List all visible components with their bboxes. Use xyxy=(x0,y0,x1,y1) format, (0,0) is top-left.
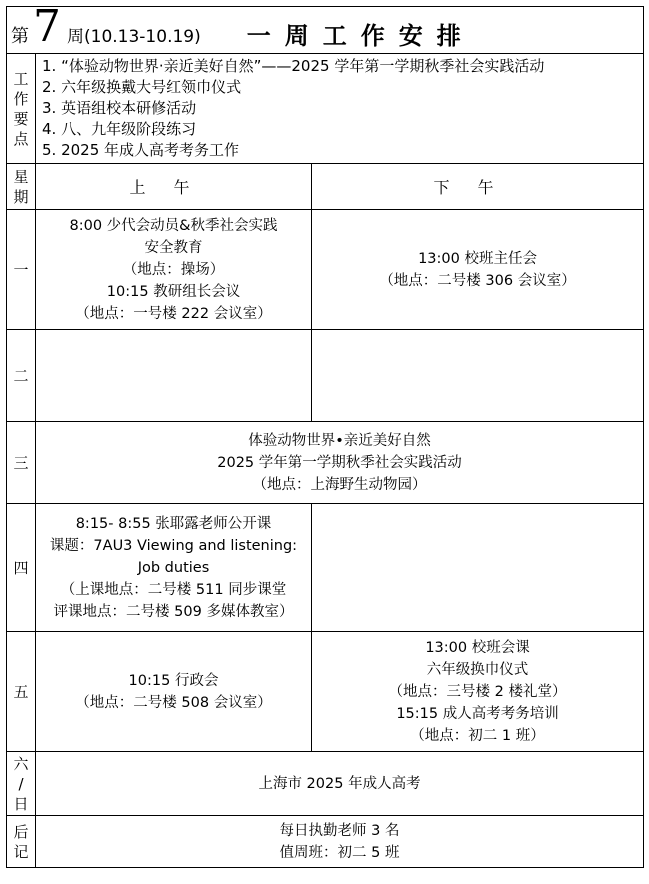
work-points-label: 工 作 要 点 xyxy=(7,54,36,164)
morning-cell xyxy=(36,330,312,422)
day-label: 二 xyxy=(7,330,36,422)
table-row xyxy=(7,752,644,816)
week-range: 周(10.13-10.19) xyxy=(67,26,201,47)
afternoon-cell: 13:00 校班会课 六年级换巾仪式 （地点：三号楼 2 楼礼堂） 15:15 成人高考考务培训 （地点：初二 1 班） xyxy=(312,632,644,752)
morning-cell: 10:15 行政会 （地点：二号楼 508 会议室） xyxy=(36,632,312,752)
morning-cell: 8:15- 8:55 张耶露老师公开课 课题：7AU3 Viewing and listening: Job duties （上课地点：二号楼 511 同步课堂 评课地点：二号楼 509 多媒体教室） xyxy=(36,504,312,632)
day-label: 三 xyxy=(7,422,36,504)
work-points-list xyxy=(36,54,644,164)
notes-label: 后 记 xyxy=(7,816,36,868)
weekday-label: 星 期 xyxy=(7,164,36,210)
header-cell xyxy=(7,1,644,54)
table-row xyxy=(7,210,644,330)
morning-header: 上午 xyxy=(36,164,312,210)
day-label: 五 xyxy=(7,632,36,752)
column-header-row xyxy=(7,164,644,210)
table-row xyxy=(7,632,644,752)
afternoon-cell xyxy=(312,504,644,632)
morning-cell: 8:00 少代会动员&秋季社会实践 安全教育 （地点：操场） 10:15 教研组长会议 （地点：一号楼 222 会议室） xyxy=(36,210,312,330)
week-prefix: 第 xyxy=(11,26,29,47)
full-day-cell: 上海市 2025 年成人高考 xyxy=(36,752,644,816)
weekly-schedule-table xyxy=(6,1,644,868)
day-label: 六 / 日 xyxy=(7,752,36,816)
header-row xyxy=(7,7,644,54)
day-label: 四 xyxy=(7,504,36,632)
notes-row xyxy=(7,816,644,868)
page-title: 一周工作安排 xyxy=(246,21,475,50)
table-row xyxy=(7,422,644,504)
week-number: 7 xyxy=(33,1,61,52)
notes-cell: 每日执勤老师 3 名 值周班：初二 5 班 xyxy=(36,816,644,868)
afternoon-header: 下午 xyxy=(312,164,644,210)
full-day-cell: 体验动物世界•亲近美好自然 2025 学年第一学期秋季社会实践活动 （地点：上海野生动物园） xyxy=(36,422,644,504)
table-row xyxy=(7,330,644,422)
work-points-row xyxy=(7,54,644,164)
afternoon-cell xyxy=(312,330,644,422)
table-row xyxy=(7,504,644,632)
list-item: 1. “体验动物世界·亲近美好自然”——2025 学年第一学期秋季社会实践活动 xyxy=(42,57,545,75)
day-label: 一 xyxy=(7,210,36,330)
list-item: 3. 英语组校本研修活动 xyxy=(42,99,197,117)
list-item: 2. 六年级换戴大号红领巾仪式 xyxy=(42,78,242,96)
list-item: 4. 八、九年级阶段练习 xyxy=(42,120,197,138)
list-item: 5. 2025 年成人高考考务工作 xyxy=(42,141,240,159)
afternoon-cell: 13:00 校班主任会 （地点：二号楼 306 会议室） xyxy=(312,210,644,330)
